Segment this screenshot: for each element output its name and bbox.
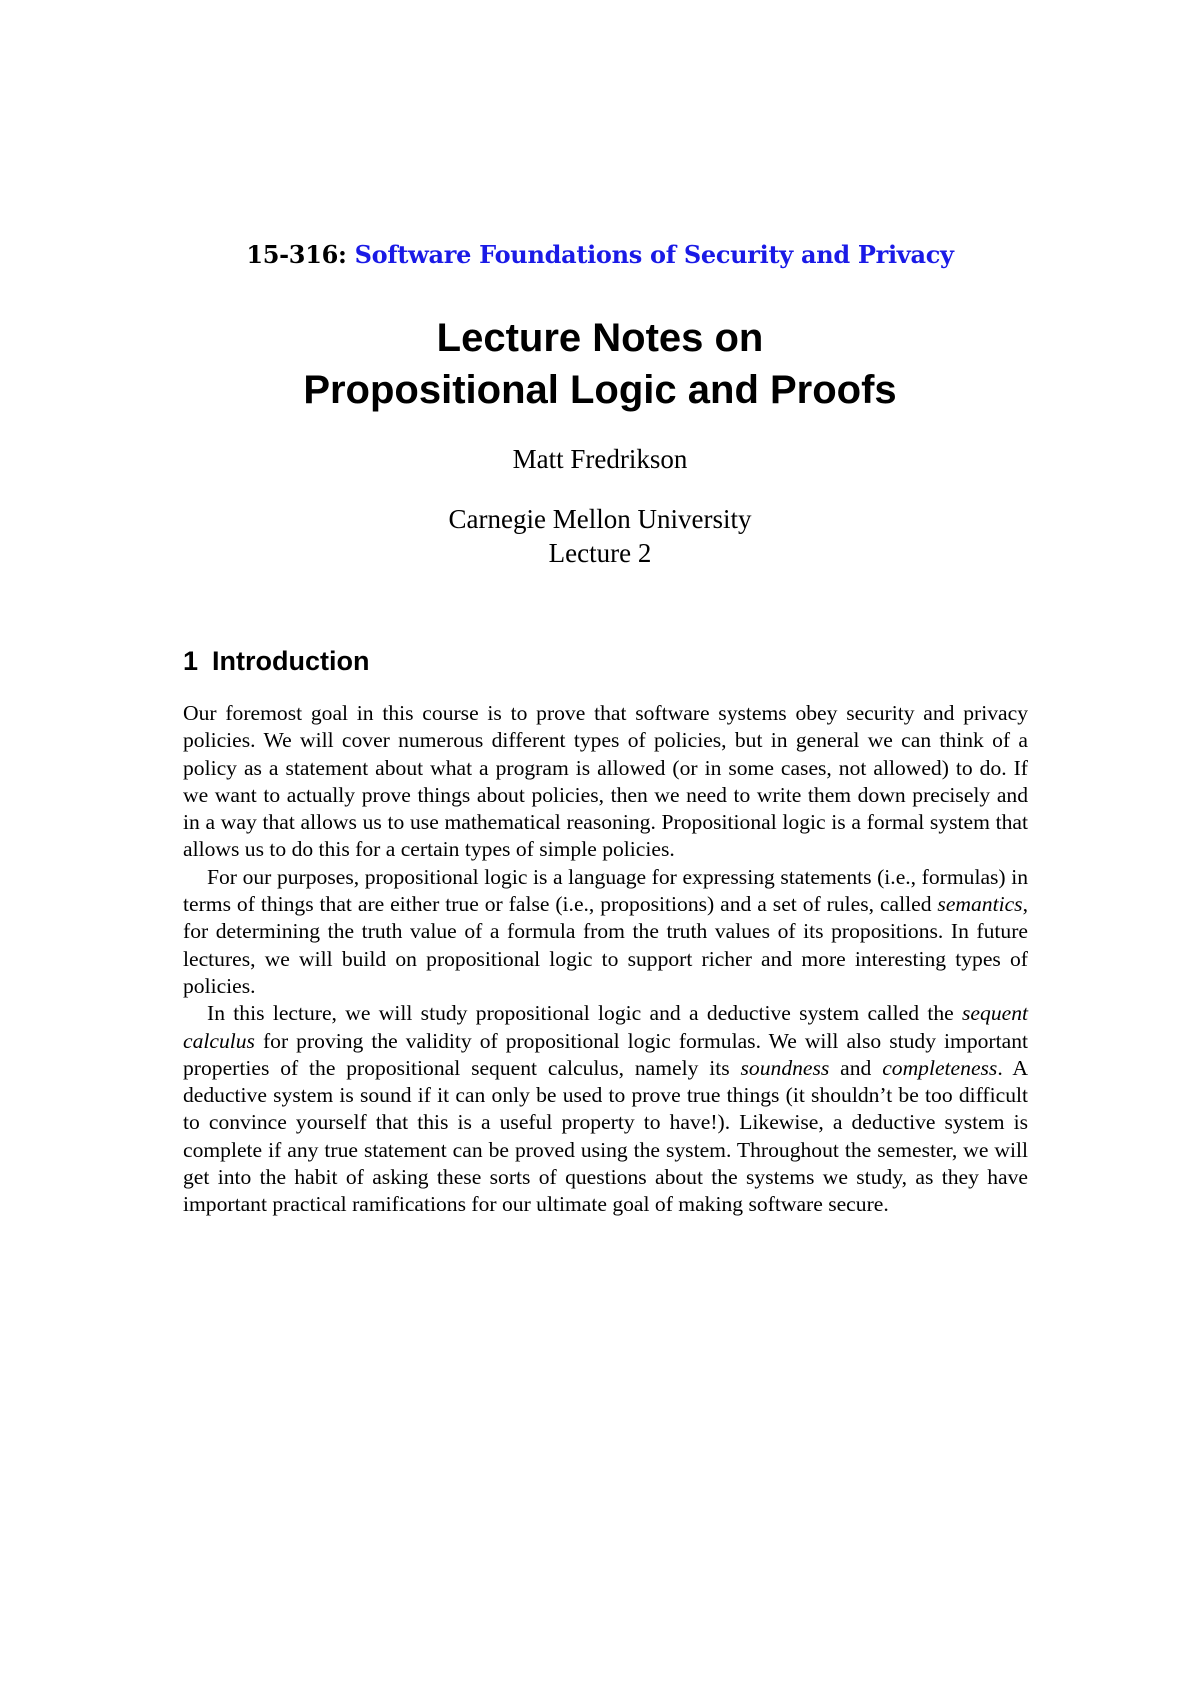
section-title: Introduction [212, 646, 370, 676]
paragraph-3-text-a: In this lecture, we will study propositional logic and a deductive system called the [207, 1001, 963, 1026]
term-semantics: semantics [937, 892, 1023, 917]
paragraph-3 [183, 1000, 1028, 1218]
term-soundness: soundness [740, 1055, 830, 1080]
affiliation [0, 502, 1200, 570]
lecture-number: Lecture 2 [548, 538, 652, 568]
paragraph-3-text-d: . A deductive system is sound if it can only be used to prove true things (it shouldn’t be too difficult to convince yourself that this is a useful property to have!). Likewise, a deductive system is complete if any true statement can be proved using the system. Throughout the semester, we will get into the habit of asking these sorts of questions about the systems we study, as they have important practical ramifications for our ultimate goal of making software secure. [183, 1055, 1028, 1217]
term-sequent-calculus: sequent calculus [183, 1001, 1028, 1053]
author-name: Matt Fredrikson [512, 444, 688, 474]
course-name: Software Foundations of Security and Privacy [354, 240, 954, 269]
institution: Carnegie Mellon University [448, 504, 752, 534]
paragraph-2-text-b: , for determining the truth value of a formula from the truth values of its propositions. In future lectures, we will build on propositional logic to support richer and more interesting types of policies. [183, 892, 1028, 998]
section-body [183, 700, 1028, 1219]
paragraph-2-text-a: For our purposes, propositional logic is a language for expressing statements (i.e., formulas) in terms of things that are either true or false (i.e., propositions) and a set of rules, called [183, 864, 1028, 917]
title-line-2: Propositional Logic and Proofs [303, 368, 897, 412]
lecture-title [0, 312, 1200, 416]
paragraph-1: Our foremost goal in this course is to prove that software systems obey security and privacy policies. We will cover numerous different types of policies, but in general we can think of a policy as a statement about what a program is allowed (or in some cases, not allowed) to do. If we want to actually prove things about policies, then we need to write them down precisely and in a way that allows us to use mathematical reasoning. Propositional logic is a formal system that allows us to do this for a certain types of simple policies. [183, 701, 1028, 862]
section-heading [183, 644, 370, 678]
paragraph-3-text-c: and [829, 1055, 883, 1080]
course-code: 15-316: [246, 240, 347, 269]
course-header [0, 240, 1200, 270]
section-number: 1 [183, 646, 199, 676]
title-line-1: Lecture Notes on [436, 316, 764, 360]
term-completeness: completeness [882, 1055, 998, 1080]
paragraph-2 [183, 864, 1028, 1000]
paragraph-3-text-b: for proving the validity of propositional logic formulas. We will also study important properties of the propositional sequent calculus, namely its [183, 1028, 1028, 1080]
